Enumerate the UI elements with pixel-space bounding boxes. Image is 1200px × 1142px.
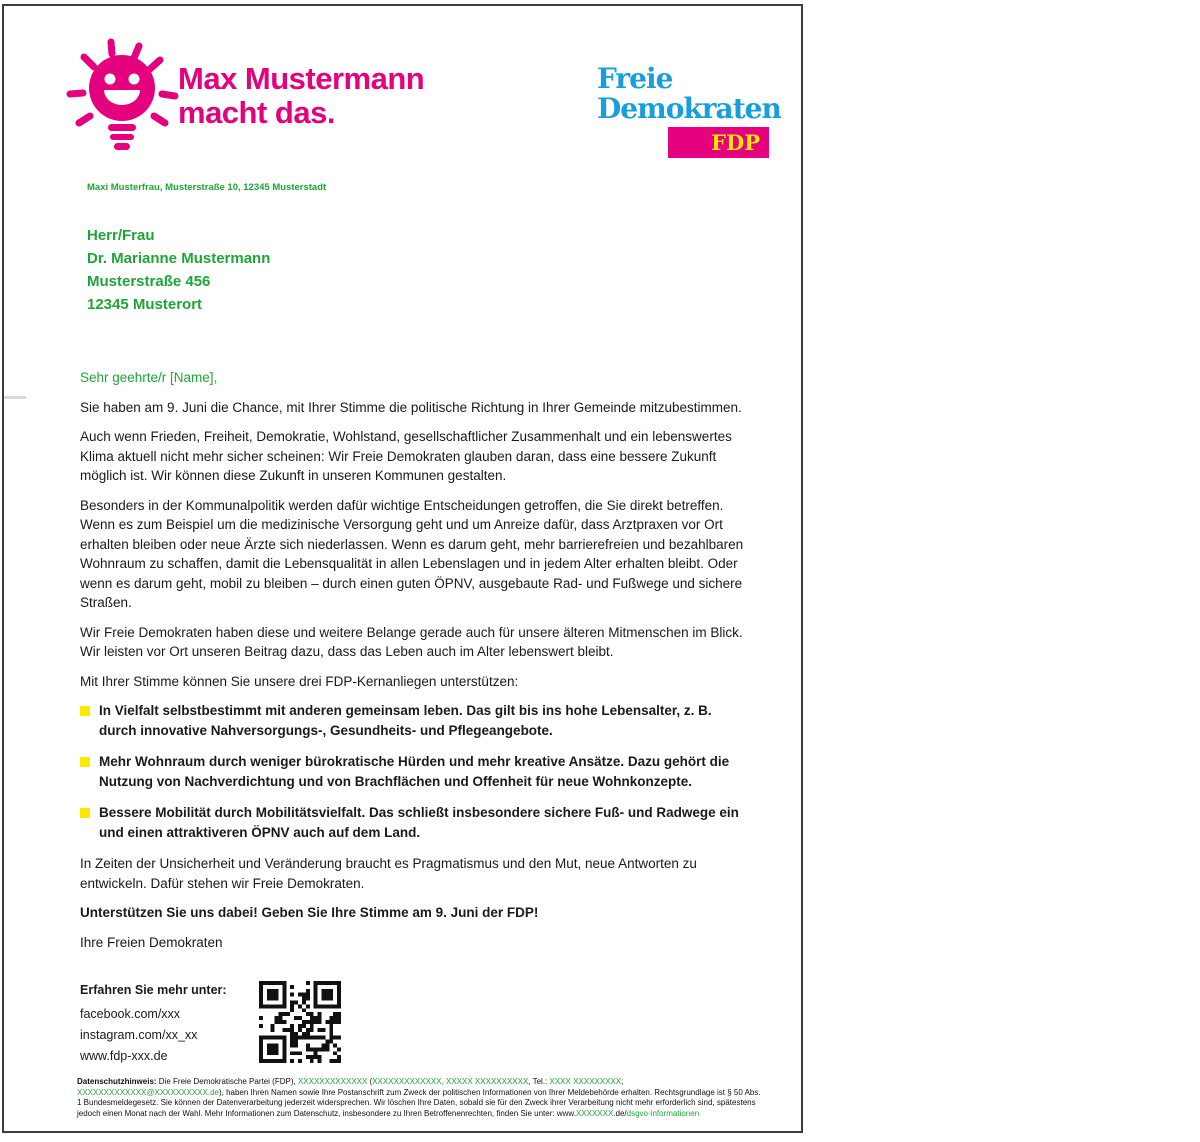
privacy-lead: Datenschutzhinweis: — [77, 1077, 159, 1086]
letter-body — [80, 368, 752, 962]
bullet-square-icon — [80, 808, 90, 818]
recipient-address — [87, 224, 270, 316]
privacy-notice: Datenschutzhinweis: Die Freie Demokratische Partei (FDP), XXXXXXXXXXXXX (XXXXXXXXXXXXX, XXXXX XXXXXXXXXX, Tel.: XXXX XXXXXXXXX; XXXXXXXXXXXXX@XXXXXXXXXX.de), haben Ihren Namen sowie Ihre Postanschrift zum Zweck der politischen Informationen von Ihrer Meldebehörde erhalten. Rechtsgrundlage ist § 50 Abs. 1 Bundesmeldegesetz. Sie können der Datenverarbeitung jederzeit widersprechen. Wir löschen Ihre Daten, sobald sie für den Zweck ihrer Verarbeitung nicht mehr erforderlich sind, spätestens jedoch einen Monat nach der Wahl. Mehr Informationen zum Datenschutz, insbesondere zu Ihren Betroffenenrechten, finden Sie unter: www.XXXXXXX.de/dsgvo-informationen — [77, 1077, 761, 1118]
brand-title — [178, 62, 424, 130]
lightbulb-smile-logo-icon — [62, 38, 182, 162]
signoff: Ihre Freien Demokraten — [80, 934, 223, 950]
list-item-text: Mehr Wohnraum durch weniger bürokratische Hürden und mehr kreative Ansätze. Dazu gehört die Nutzung von Nachverdichtung und von Brachflächen und Offenheit für neue Wohnkonzepte. — [99, 754, 730, 789]
privacy-placeholder: XXXXXXXXXXXXX — [297, 1077, 368, 1086]
sender-line: Maxi Musterfrau, Musterstraße 10, 12345 Musterstadt — [87, 182, 327, 193]
footer-links — [80, 1004, 197, 1067]
list-item-text: In Vielfalt selbstbestimmt mit anderen gemeinsam leben. Das gilt bis ins hohe Lebensalter, z. B. durch innovative Nahversorgungs-, Gesundheits- und Pflegeangebote. — [99, 703, 712, 738]
salutation: Sehr geehrte/r [Name], — [80, 370, 218, 385]
paragraph: Besonders in der Kommunalpolitik werden dafür wichtige Entscheidungen getroffen, die Sie direkt betreffen. Wenn es zum Beispiel um die medizinische Versorgung geht und um Anreize dafür, dass Arztpraxen vor Ort erhalten bleiben oder neue Ärzte sich niederlassen. Wenn es darum geht, mehr barrierefreien und bezahlbaren Wohnraum zu schaffen, damit die Lebensqualität in allen Lebenslagen und in jedem Alter erhalten bleibt. Oder wenn es darum geht, mobil zu bleiben – durch einen guten ÖPNV, ausgebaute Rad- und Fußwege und sichere Straßen. — [80, 497, 744, 610]
privacy-placeholder: XXXX XXXXXXXXX — [549, 1077, 622, 1086]
paragraph: Wir Freie Demokraten haben diese und weitere Belange gerade auch für unsere älteren Mitmenschen im Blick. Wir leisten vor Ort unseren Beitrag dazu, dass das Leben auch im Alter lebenswert bleibt. — [80, 624, 743, 659]
key-points-list — [80, 701, 752, 842]
bullet-square-icon — [80, 757, 90, 767]
bullet-square-icon — [80, 706, 90, 716]
fdp-wordmark — [597, 64, 781, 124]
list-item — [80, 803, 752, 842]
fdp-badge: FDP — [668, 127, 769, 158]
brand-title-line2: macht das. — [178, 95, 335, 130]
privacy-dsgvo-link-part[interactable]: XXXXXXX — [575, 1108, 614, 1118]
recipient-salutation: Herr/Frau — [87, 227, 155, 244]
fold-mark — [4, 396, 26, 399]
list-item — [80, 701, 752, 740]
instagram-link[interactable]: instagram.com/xx_xx — [80, 1028, 198, 1042]
recipient-city: 12345 Musterort — [87, 296, 203, 313]
privacy-placeholder: XXXXXXXXXXXXX@XXXXXXXXXX.de — [77, 1087, 219, 1097]
call-to-action: Unterstützen Sie uns dabei! Geben Sie Ihre Stimme am 9. Juni der FDP! — [80, 905, 539, 920]
recipient-street: Musterstraße 456 — [87, 273, 211, 290]
fdp-wordmark-line2: Demokraten — [597, 92, 781, 125]
privacy-dsgvo-link-part[interactable]: dsgvo-informationen — [626, 1108, 700, 1118]
website-link[interactable]: www.fdp-xxx.de — [80, 1049, 168, 1063]
list-item — [80, 752, 752, 791]
list-item-text: Bessere Mobilität durch Mobilitätsvielfalt. Das schließt insbesondere sichere Fuß- und Radwege ein und einen attraktiveren ÖPNV auch auf dem Land. — [99, 805, 739, 840]
fdp-wordmark-line1: Freie — [597, 62, 673, 95]
paragraph: Sie haben am 9. Juni die Chance, mit Ihrer Stimme die politische Richtung in Ihrer Gemeinde mitzubestimmen. — [80, 399, 742, 415]
paragraph: In Zeiten der Unsicherheit und Veränderung braucht es Pragmatismus und den Mut, neue Antworten zu entwickeln. Dafür stehen wir Freie Demokraten. — [80, 856, 697, 891]
brand-title-line1: Max Mustermann — [178, 61, 425, 96]
paragraph: Mit Ihrer Stimme können Sie unsere drei FDP-Kernanliegen unterstützen: — [80, 673, 519, 689]
recipient-name: Dr. Marianne Mustermann — [87, 250, 271, 267]
paragraph: Auch wenn Frieden, Freiheit, Demokratie, Wohlstand, gesellschaftlicher Zusammenhalt und ein lebenswertes Klima aktuell nicht mehr sicher scheinen: Wir Freie Demokraten glauben daran, dass eine bessere Zukunft möglich ist. Wir können diese Zukunft in unseren Kommunen gestalten. — [80, 429, 732, 483]
qr-code — [259, 981, 341, 1063]
facebook-link[interactable]: facebook.com/xxx — [80, 1007, 181, 1021]
footer-more-label: Erfahren Sie mehr unter: — [80, 983, 227, 997]
letter-page — [2, 4, 803, 1133]
privacy-placeholder: XXXXXXXXXXXXX, XXXXX XXXXXXXXXX — [372, 1077, 529, 1086]
